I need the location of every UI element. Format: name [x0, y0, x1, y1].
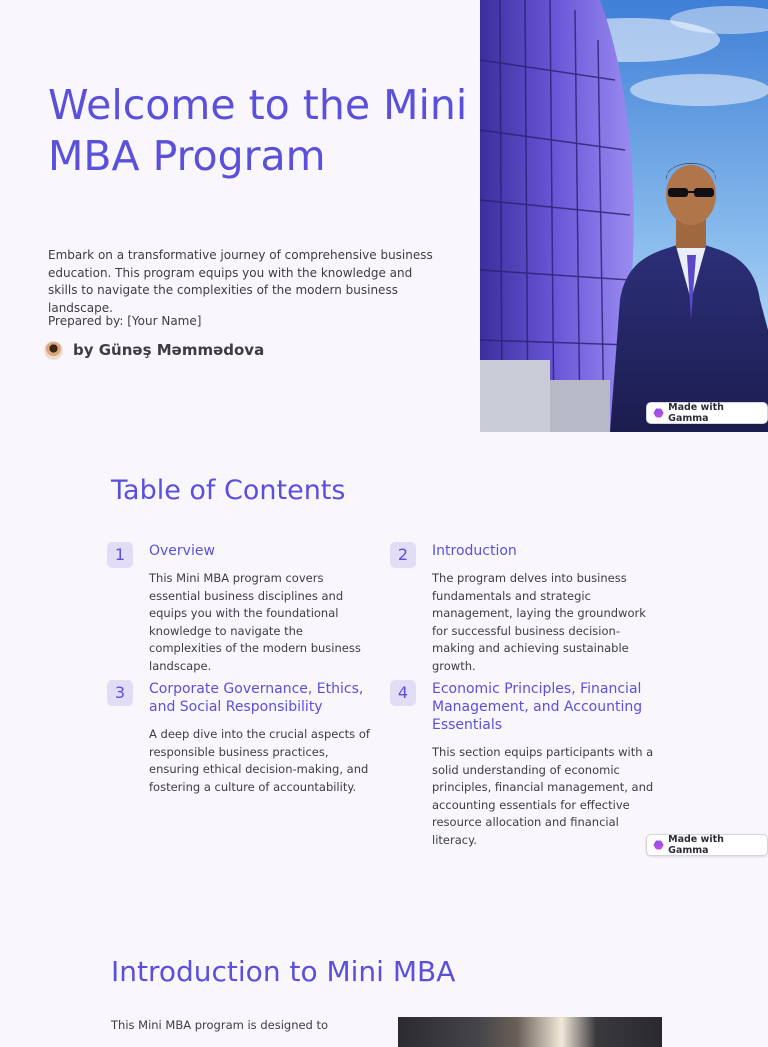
businessman-building-image	[480, 0, 768, 432]
toc-heading: Corporate Governance, Ethics, and Social Responsibility	[149, 681, 364, 715]
toc-heading: Introduction	[432, 543, 517, 559]
intro-title: Introduction to Mini MBA	[111, 955, 456, 988]
toc-title: Table of Contents	[111, 475, 346, 506]
toc-body: This section equips participants with a solid understanding of economic principles, financial management, and accounting essentials for effective resource allocation and financial literacy.	[432, 745, 654, 847]
author-byline	[44, 339, 264, 361]
toc-body: This Mini MBA program covers essential business disciplines and equips you with the foundational knowledge to navigate the complexities of the modern business landscape.	[149, 571, 361, 673]
badge-label: Made with Gamma	[668, 402, 724, 424]
intro-text: This Mini MBA program is designed to	[111, 1018, 329, 1032]
toc-number-badge: 3	[107, 680, 133, 706]
author-name: by Günəş Məmmədova	[73, 341, 265, 359]
prepared-by-text: Prepared by: [Your Name]	[48, 314, 202, 328]
intro-photo	[398, 1017, 662, 1047]
toc-number-badge: 1	[107, 542, 133, 568]
hero-photo	[480, 0, 768, 432]
toc-body: The program delves into business fundamentals and strategic management, laying the groundwork for successful business decision-making and achieving sustainable growth.	[432, 571, 646, 673]
toc-heading: Overview	[149, 543, 215, 559]
toc-number-badge: 4	[390, 680, 416, 706]
gamma-logo-icon	[652, 406, 665, 419]
toc-body: A deep dive into the crucial aspects of responsible business practices, ensuring ethical decision-making, and fostering a culture of accountability.	[149, 727, 370, 794]
gamma-logo-icon	[652, 838, 665, 851]
toc-number-badge: 2	[390, 542, 416, 568]
hero-title: Welcome to the Mini MBA Program	[48, 81, 468, 180]
made-with-gamma-badge[interactable]	[646, 834, 768, 856]
toc-heading: Economic Principles, Financial Management, and Accounting Essentials	[432, 681, 643, 733]
badge-label: Made with Gamma	[668, 834, 724, 856]
made-with-gamma-badge[interactable]	[646, 402, 768, 424]
hero-description: Embark on a transformative journey of comprehensive business education. This program equips you with the knowledge and skills to navigate the complexities of the modern business landscape.	[48, 248, 433, 315]
author-avatar	[44, 341, 63, 360]
